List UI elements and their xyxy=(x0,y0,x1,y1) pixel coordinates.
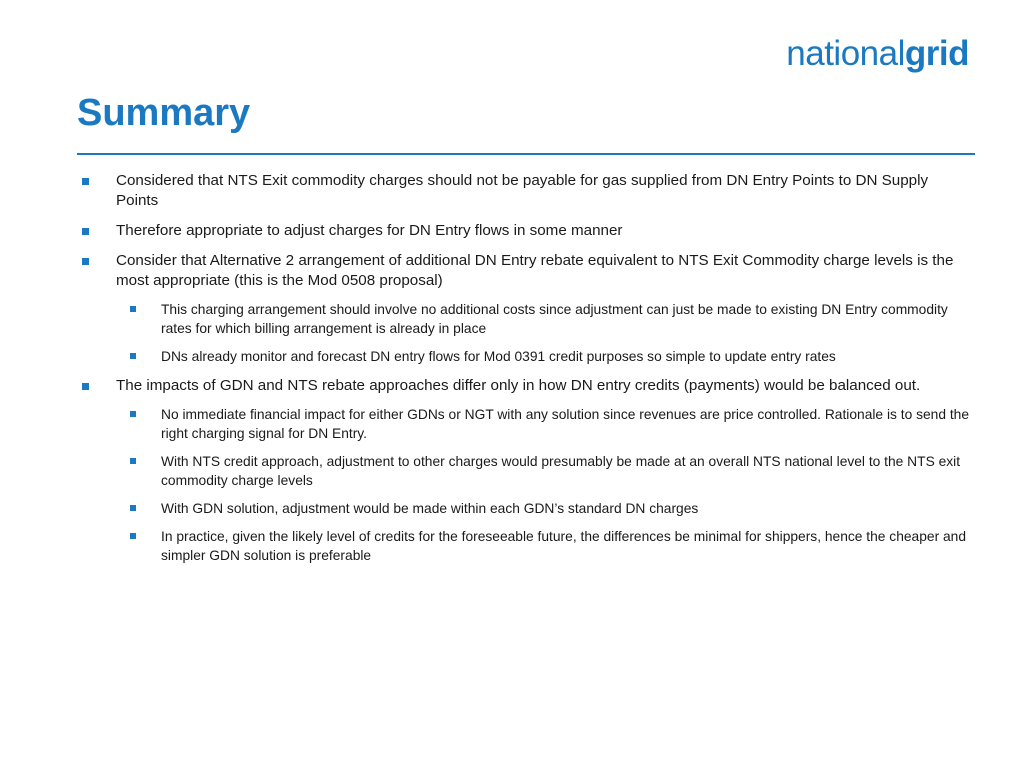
sub-bullet-item xyxy=(116,499,970,518)
square-bullet-icon xyxy=(130,306,136,312)
slide-title: Summary xyxy=(77,92,251,134)
sub-bullet-text: This charging arrangement should involve no additional costs since adjustment can just be made to existing DN Entry commodity rates for which billing arrangement is already in place xyxy=(161,302,948,336)
logo-text-grid: grid xyxy=(904,34,969,73)
bullet-item xyxy=(80,376,970,565)
square-bullet-icon xyxy=(130,353,136,359)
bullet-text: The impacts of GDN and NTS rebate approaches differ only in how DN entry credits (payments) would be balanced out. xyxy=(116,377,921,394)
square-bullet-icon xyxy=(82,228,89,235)
square-bullet-icon xyxy=(82,258,89,265)
content-area xyxy=(80,171,970,575)
sub-bullet-list xyxy=(116,300,970,366)
sub-bullet-item xyxy=(116,527,970,565)
sub-bullet-text: DNs already monitor and forecast DN entry flows for Mod 0391 credit purposes so simple to update entry rates xyxy=(161,349,836,364)
square-bullet-icon xyxy=(130,533,136,539)
sub-bullet-text: No immediate financial impact for either GDNs or NGT with any solution since revenues are price controlled. Rationale is to send the right charging signal for DN Entry. xyxy=(161,407,970,441)
sub-bullet-text: In practice, given the likely level of credits for the foreseeable future, the differences be minimal for shippers, hence the cheaper and simpler GDN solution is preferable xyxy=(161,529,967,563)
square-bullet-icon xyxy=(82,178,89,185)
nationalgrid-logo xyxy=(786,36,969,71)
sub-bullet-item xyxy=(116,452,970,490)
square-bullet-icon xyxy=(82,383,89,390)
logo-text-national: national xyxy=(786,34,905,73)
square-bullet-icon xyxy=(130,505,136,511)
sub-bullet-text: With GDN solution, adjustment would be made within each GDN’s standard DN charges xyxy=(161,501,699,516)
sub-bullet-list xyxy=(116,405,970,565)
bullet-item xyxy=(80,221,970,241)
bullet-text: Therefore appropriate to adjust charges for DN Entry flows in some manner xyxy=(116,222,623,239)
square-bullet-icon xyxy=(130,411,136,417)
square-bullet-icon xyxy=(130,458,136,464)
sub-bullet-item xyxy=(116,300,970,338)
bullet-item xyxy=(80,171,970,211)
sub-bullet-text: With NTS credit approach, adjustment to other charges would presumably be made at an overall NTS national level to the NTS exit commodity charge levels xyxy=(161,454,961,488)
bullet-item xyxy=(80,251,970,366)
bullet-text: Consider that Alternative 2 arrangement of additional DN Entry rebate equivalent to NTS Exit Commodity charge levels is the most appropriate (this is the Mod 0508 proposal) xyxy=(116,252,954,289)
bullet-list xyxy=(80,171,970,565)
sub-bullet-item xyxy=(116,405,970,443)
bullet-text: Considered that NTS Exit commodity charges should not be payable for gas supplied from DN Entry Points to DN Supply Points xyxy=(116,172,929,209)
sub-bullet-item xyxy=(116,347,970,366)
title-divider xyxy=(77,153,975,155)
